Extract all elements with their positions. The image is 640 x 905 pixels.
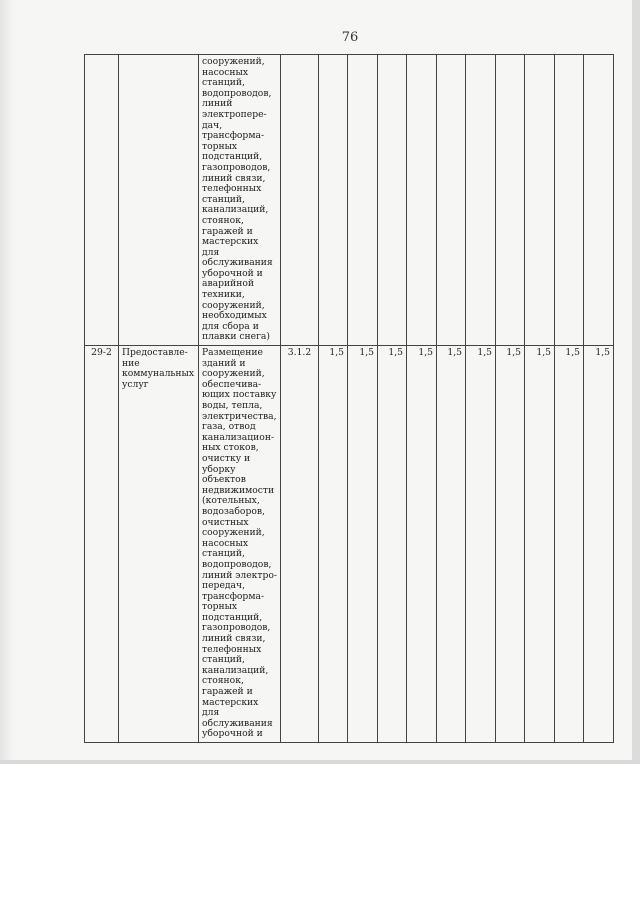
usage-name-cell [119,55,199,346]
value-cell: 1,5 [407,346,437,743]
scan-edge [0,760,640,764]
classifier-code-cell: 3.1.2 [281,346,319,743]
value-cell: 1,5 [496,346,525,743]
value-cell [496,55,525,346]
value-cell: 1,5 [378,346,407,743]
usage-name-cell: Предоставле- ние коммунальных услуг [119,346,199,743]
value-cell [378,55,407,346]
value-cell: 1,5 [584,346,614,743]
value-cell [348,55,378,346]
value-cell: 1,5 [466,346,496,743]
value-cell [525,55,555,346]
land-use-table [84,54,614,743]
page-number: 76 [341,30,359,45]
value-cell [407,55,437,346]
usage-description-cell: Размещение зданий и сооружений, обеспечива- ющих поставку воды, тепла, электричества, газа, отвод канализацион- ных стоков, очистку и уборку объектов недвижимости (котельных, водозаборов, очистных сооружений, насосных станций, водопроводов, линий электро- передач, трансформа- торных подстанций, газопроводов, линий связи, телефонных станций, канализаций, стоянок, гаражей и мастерских для обслуживания уборочной и [199,346,281,743]
usage-description-cell: сооружений, насосных станций, водопроводов, линий электропере- дач, трансформа- торных подстанций, газопроводов, линий связи, телефонных станций, канализаций, стоянок, гаражей и мастерских для обслуживания уборочной и аварийной техники, сооружений, необходимых для сбора и плавки снега) [199,55,281,346]
scan-shadow [0,0,14,762]
value-cell [437,55,466,346]
value-cell [466,55,496,346]
value-cell: 1,5 [348,346,378,743]
value-cell [555,55,584,346]
value-cell [584,55,614,346]
row-number-cell [85,55,119,346]
classifier-code-cell [281,55,319,346]
value-cell: 1,5 [555,346,584,743]
table-row [85,55,614,346]
table-row [85,346,614,743]
value-cell: 1,5 [319,346,348,743]
value-cell: 1,5 [525,346,555,743]
value-cell: 1,5 [437,346,466,743]
row-number-cell: 29-2 [85,346,119,743]
value-cell [319,55,348,346]
